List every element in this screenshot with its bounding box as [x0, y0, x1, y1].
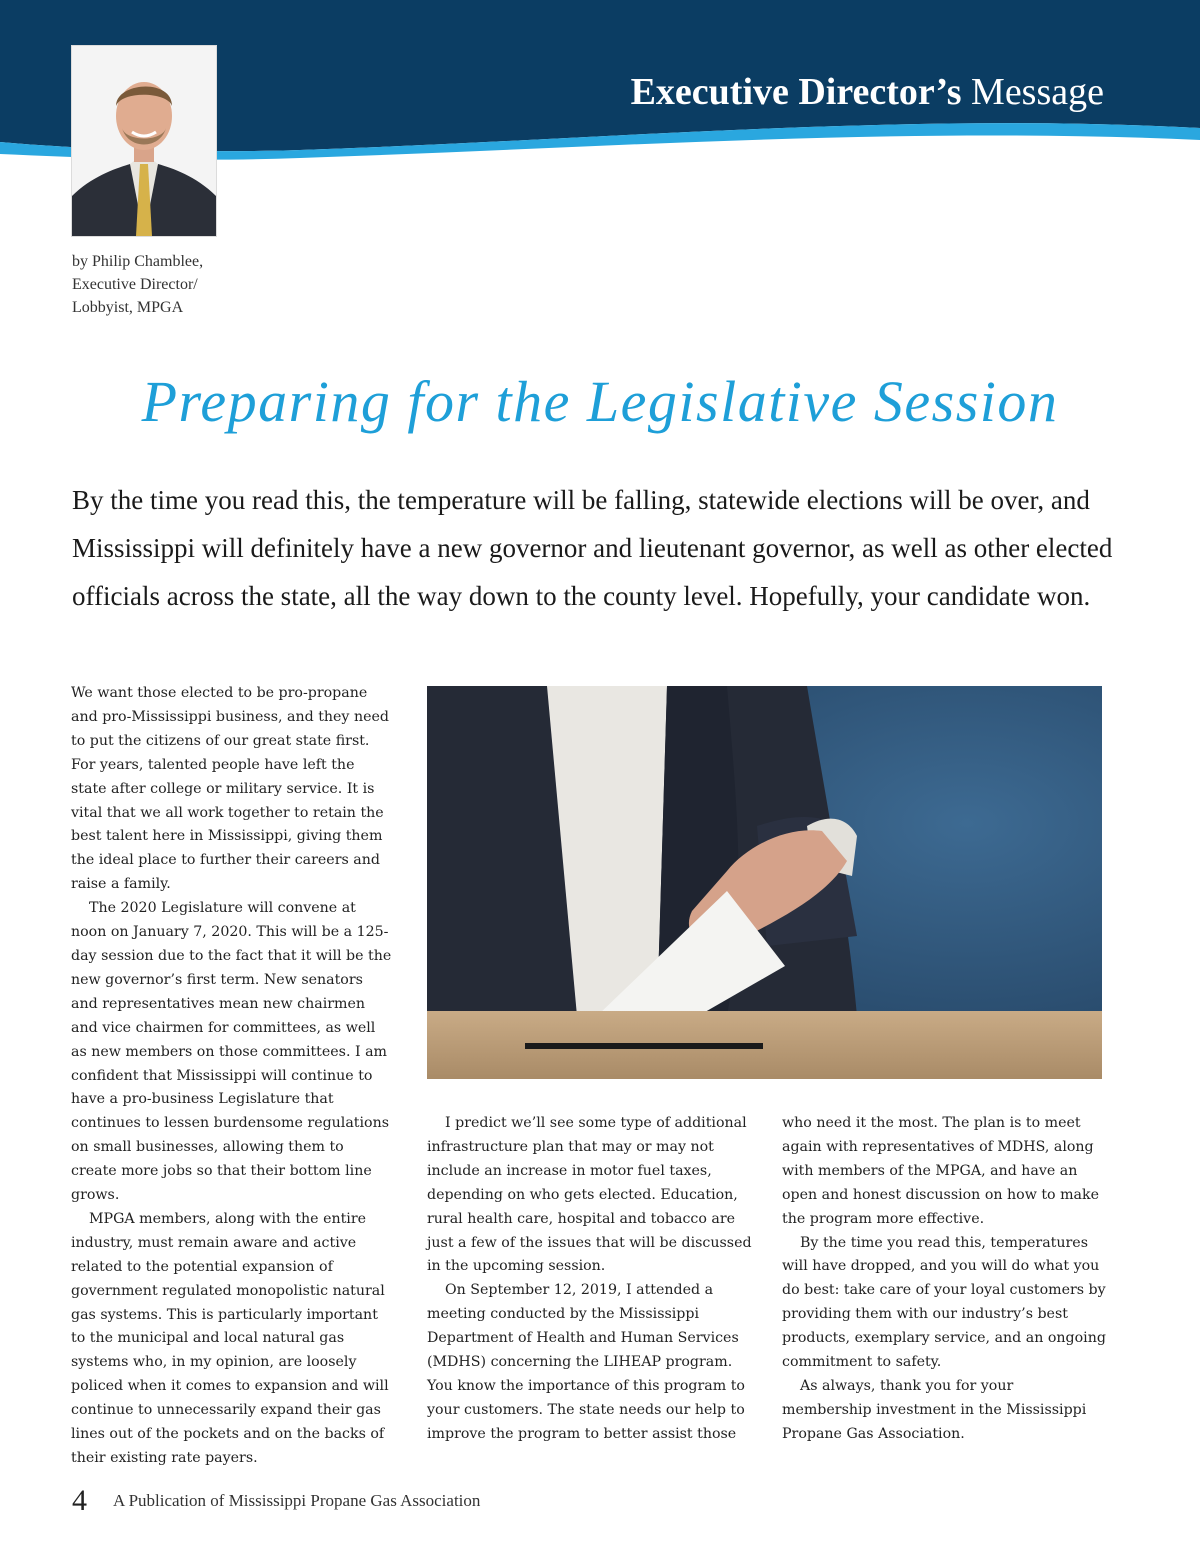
publication-credit: A Publication of Mississippi Propane Gas Association [113, 1491, 481, 1510]
paragraph: MPGA members, along with the entire industry, must remain aware and active related to the potential expansion of government regulated monopolistic natural gas systems. This is particularly important to the municipal and local natural gas systems who, in my opinion, are loosely policed when it comes to expansion and will continue to unnecessarily expand their gas lines out of the pockets and on the backs of their existing rate payers. [71, 1210, 389, 1466]
paragraph: I predict we’ll see some type of additional infrastructure plan that may or may not include an increase in motor fuel taxes, depending on who gets elected. Education, rural health care, hospital and tobacco are just a few of the issues that will be discussed in the upcoming session. [427, 1115, 752, 1275]
ballot-box-photo [427, 686, 1102, 1079]
paragraph: We want those elected to be pro-propane and pro-Mississippi business, and they need to put the citizens of our great state first. For years, talented people have left the state after college or military service. It is vital that we all work together to retain the best talent here in Mississippi, giving them the ideal place to further their careers and raise a family. [71, 685, 389, 893]
byline-line: by Philip Chamblee, [72, 253, 204, 270]
byline-line: Executive Director/ [72, 276, 198, 293]
byline-line: Lobbyist, MPGA [72, 299, 184, 316]
section-title [631, 70, 1104, 114]
article-headline: Preparing for the Legislative Session [141, 369, 1059, 434]
column-3 [782, 1112, 1106, 1447]
author-byline [72, 250, 242, 319]
lead-paragraph: By the time you read this, the temperature will be falling, statewide elections will be over, and Mississippi will definitely have a new governor and lieutenant governor, as well as other elected officials across the state, all the way down to the county level. Hopefully, your candidate won. [72, 485, 1113, 611]
paragraph: On September 12, 2019, I attended a meeting conducted by the Mississippi Department of Health and Human Services (MDHS) concerning the LIHEAP program. You know the importance of this program to your customers. The state needs our help to improve the program to better assist those [427, 1282, 745, 1442]
section-title-bold: Executive Director’s [630, 71, 962, 113]
paragraph: As always, thank you for your membership investment in the Mississippi Propane Gas Association. [782, 1377, 1087, 1442]
page-footer [72, 1484, 480, 1518]
paragraph: The 2020 Legislature will convene at noon on January 7, 2020. This will be a 125-day session due to the fact that it will be the new governor’s first term. New senators and representatives mean new chairmen and vice chairmen for committees, as well as new members on those committees. I am confident that Mississippi will continue to have a pro-business Legislature that continues to lessen burdensome regulations on small businesses, allowing them to create more jobs so that their bottom line grows. [71, 900, 392, 1204]
paragraph: who need it the most. The plan is to meet again with representatives of MDHS, along with members of the MPGA, and have an open and honest discussion on how to make the program more effective. [782, 1115, 1100, 1227]
author-portrait [72, 46, 216, 236]
article-lead [72, 476, 1128, 620]
paragraph: By the time you read this, temperatures will have dropped, and you will do what you do best: take care of your loyal customers by providing them with our industry’s best products, exemplary service, and an ongoing commitment to safety. [782, 1234, 1106, 1371]
page-number: 4 [72, 1484, 87, 1517]
section-title-light: Message [971, 71, 1104, 113]
column-1 [71, 682, 393, 1471]
column-2 [427, 1112, 752, 1447]
